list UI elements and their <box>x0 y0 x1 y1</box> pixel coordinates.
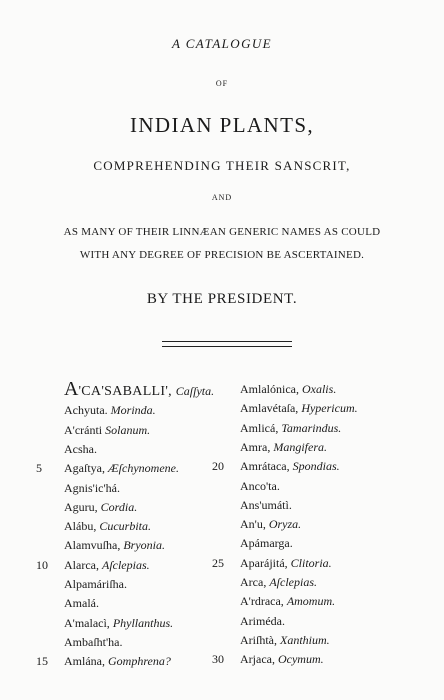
list-item <box>212 399 422 418</box>
list-item <box>36 556 226 575</box>
entry-genus: Caſſyta. <box>175 384 215 398</box>
title-line-linnaean: AS MANY OF THEIR LINNÆAN GENERIC NAMES AS COULD <box>63 226 381 238</box>
entry-text <box>240 438 327 457</box>
entry-name: Ans'umátì. <box>240 497 292 512</box>
list-item <box>36 652 226 671</box>
entry-text <box>64 517 151 536</box>
list-item <box>212 592 422 611</box>
entry-text <box>240 612 285 631</box>
entry-genus: Cucurbita. <box>99 519 151 534</box>
line-number: 25 <box>212 555 224 570</box>
double-rule-top <box>162 341 292 342</box>
entry-text <box>240 554 332 573</box>
entry-name: A'cránti <box>64 422 106 437</box>
entry-name: Alamvuſha, <box>64 538 124 553</box>
entry-text <box>240 399 358 418</box>
list-item <box>212 573 422 592</box>
entry-text <box>64 575 127 594</box>
entry-name: Amlavétaſa, <box>240 401 302 416</box>
title-line-indian-plants: INDIAN PLANTS, <box>129 113 315 137</box>
list-item <box>36 498 226 517</box>
list-item <box>212 438 422 457</box>
entry-name: Amlalónica, <box>240 382 302 396</box>
entry-text <box>64 556 150 575</box>
entry-name: Arjaca, <box>240 652 278 667</box>
entry-text <box>64 440 97 459</box>
entry-name: Ariméda. <box>240 613 285 628</box>
entry-name: Ariſhtà, <box>240 632 280 647</box>
entry-genus: Bryonia. <box>123 538 165 553</box>
entry-genus: Amomum. <box>286 594 336 609</box>
entry-name: Arca, <box>240 575 270 589</box>
entry-genus: Ocymum. <box>277 652 324 667</box>
line-number: 30 <box>212 652 224 667</box>
list-item <box>36 440 226 459</box>
line-number: 20 <box>212 459 224 474</box>
list-item <box>36 575 226 594</box>
entry-name: An'u, <box>240 517 269 532</box>
entry-name: 'CA'SABALLI', <box>78 384 176 399</box>
title-line-and: AND <box>211 193 233 202</box>
list-item <box>36 421 226 440</box>
entry-genus: Hypericum. <box>301 401 358 416</box>
entry-genus: Oxalis. <box>301 382 337 396</box>
list-item <box>36 479 226 498</box>
entry-genus: Gomphrena? <box>108 654 171 669</box>
entry-genus: Tamarindus. <box>281 420 342 435</box>
entry-name: Alpamáriſha. <box>64 577 127 591</box>
list-item <box>212 534 422 553</box>
entry-text <box>240 496 292 515</box>
entry-text <box>240 477 280 496</box>
entry-name: Agaſtya, <box>64 461 108 476</box>
entry-text <box>240 573 317 592</box>
list-item <box>212 380 422 399</box>
entry-genus: Aſclepias. <box>101 557 150 572</box>
list-item <box>212 457 422 476</box>
list-item <box>212 496 422 515</box>
entry-name: Amrátaca, <box>240 459 293 474</box>
entry-text <box>64 401 156 420</box>
entry-text <box>240 650 324 669</box>
entry-genus: Xanthium. <box>280 632 330 647</box>
entry-text <box>240 515 301 534</box>
entry-text <box>64 652 171 671</box>
title-line-precision: WITH ANY DEGREE OF PRECISION BE ASCERTAINED. <box>79 249 365 261</box>
entry-text <box>64 459 179 478</box>
list-item <box>36 459 226 478</box>
entry-name: Acsha. <box>64 441 97 456</box>
list-item <box>36 633 226 652</box>
entry-name: Apámarga. <box>240 536 293 551</box>
entry-text <box>240 419 341 438</box>
list-item <box>36 536 226 555</box>
entry-genus: Oryza. <box>268 517 302 532</box>
entry-genus: Morinda. <box>110 403 156 418</box>
title-line-comprehending: COMPREHENDING THEIR SANSCRIT, <box>93 158 351 173</box>
entry-name: Aguru, <box>64 499 101 514</box>
list-item <box>36 401 226 420</box>
list-item <box>212 612 422 631</box>
entry-name: Amra, <box>240 439 274 454</box>
list-item <box>212 554 422 573</box>
list-item <box>212 631 422 650</box>
entry-name: Agnis'ic'há. <box>64 480 120 495</box>
list-item <box>36 594 226 613</box>
list-item <box>212 650 422 669</box>
list-item <box>212 477 422 496</box>
entry-text <box>64 421 150 440</box>
entry-genus: Mangifera. <box>273 439 327 454</box>
entry-name: A'rdraca, <box>240 594 287 609</box>
line-number: 10 <box>36 557 48 572</box>
entry-genus: Cordia. <box>100 499 138 514</box>
entry-text <box>240 457 340 476</box>
entry-text <box>240 631 330 650</box>
entry-genus: Æſchynomene. <box>108 461 179 476</box>
entry-name: A'malacì, <box>64 615 113 630</box>
entry-text <box>240 592 335 611</box>
entry-text <box>64 536 165 555</box>
entry-genus: Clitoria. <box>290 555 332 570</box>
title-line-catalogue: A CATALOGUE <box>171 36 273 51</box>
entry-name: Aparájitá, <box>240 555 291 570</box>
entry-genus: Spondias. <box>292 459 340 474</box>
byline: BY THE PRESIDENT. <box>146 291 298 307</box>
entry-text <box>64 614 173 633</box>
entry-text <box>64 633 122 652</box>
entry-genus: Aſclepias. <box>269 575 317 589</box>
entry-name: Amlána, <box>64 654 108 669</box>
title-line-of: OF <box>215 79 229 88</box>
double-rule-bottom <box>162 346 292 347</box>
list-item <box>212 419 422 438</box>
entry-name: Anco'ta. <box>240 478 280 493</box>
entry-name: Amlicá, <box>240 420 282 435</box>
entry-text <box>64 498 137 517</box>
entry-text <box>64 479 120 498</box>
line-number: 5 <box>36 461 42 476</box>
entry-name: Alábu, <box>64 519 100 534</box>
entry-text <box>64 594 99 613</box>
entry-cap: A <box>64 378 79 400</box>
line-number: 15 <box>36 654 48 669</box>
list-item <box>36 614 226 633</box>
entry-text <box>240 380 336 399</box>
entry-genus: Solanum. <box>105 422 151 437</box>
entry-name: Ambaſht'ha. <box>64 634 123 649</box>
entry-name: Achyuta. <box>64 403 111 418</box>
list-item <box>212 515 422 534</box>
list-item <box>36 517 226 536</box>
entry-text <box>240 534 293 553</box>
entry-genus: Phyllanthus. <box>112 615 174 630</box>
entry-name: Amalá. <box>64 596 99 611</box>
entry-name: Alarca, <box>64 557 102 572</box>
